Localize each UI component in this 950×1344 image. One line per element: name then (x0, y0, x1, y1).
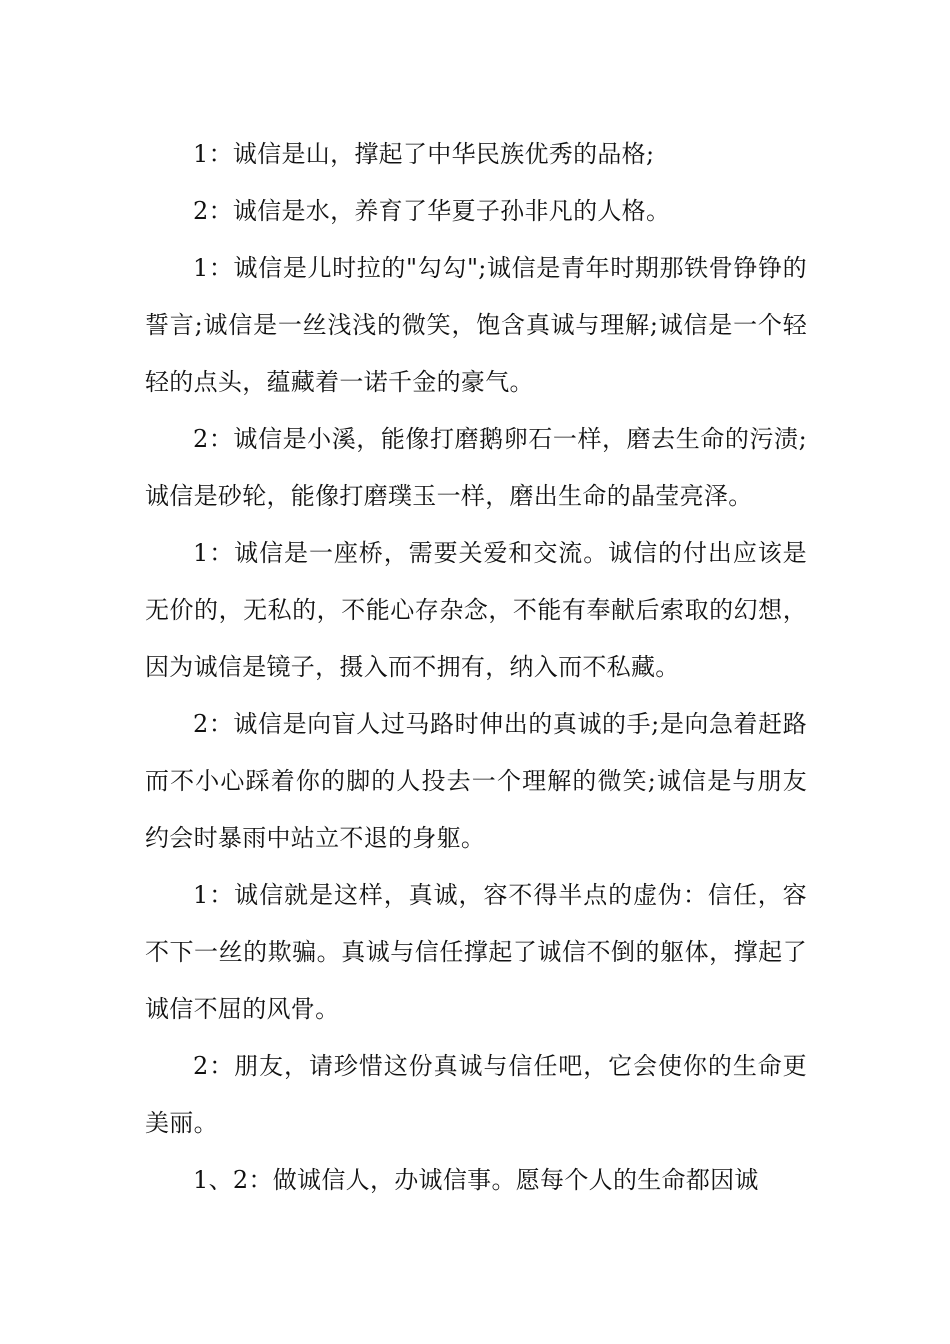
paragraph: 1、2：做诚信人，办诚信事。愿每个人的生命都因诚 (193, 1166, 759, 1194)
paragraph: 1：诚信就是这样，真诚，容不得半点的虚伪：信任，容不下一丝的欺骗。真诚与信任撑起了诚信不倒的躯体，撑起了诚信不屈的风骨。 (145, 881, 807, 1023)
paragraph: 2：诚信是水，养育了华夏子孙非凡的人格。 (193, 197, 671, 225)
paragraph: 1：诚信是儿时拉的"勾勾";诚信是青年时期那铁骨铮铮的誓言;诚信是一丝浅浅的微笑，饱含真诚与理解;诚信是一个轻轻的点头，蕴藏着一诺千金的豪气。 (145, 254, 807, 396)
paragraph: 2：诚信是小溪，能像打磨鹅卵石一样，磨去生命的污渍;诚信是砂轮，能像打磨璞玉一样，磨出生命的晶莹亮泽。 (145, 425, 807, 510)
document-body (145, 126, 807, 1209)
paragraph: 1：诚信是山，撑起了中华民族优秀的品格; (193, 140, 655, 168)
paragraph: 2：朋友，请珍惜这份真诚与信任吧，它会使你的生命更美丽。 (145, 1052, 807, 1137)
paragraph: 2：诚信是向盲人过马路时伸出的真诚的手;是向急着赶路而不小心踩着你的脚的人投去一个理解的微笑;诚信是与朋友约会时暴雨中站立不退的身躯。 (145, 710, 807, 852)
paragraph: 1：诚信是一座桥，需要关爱和交流。诚信的付出应该是无价的，无私的，不能心存杂念，不能有奉献后索取的幻想，因为诚信是镜子，摄入而不拥有，纳入而不私藏。 (145, 539, 807, 681)
